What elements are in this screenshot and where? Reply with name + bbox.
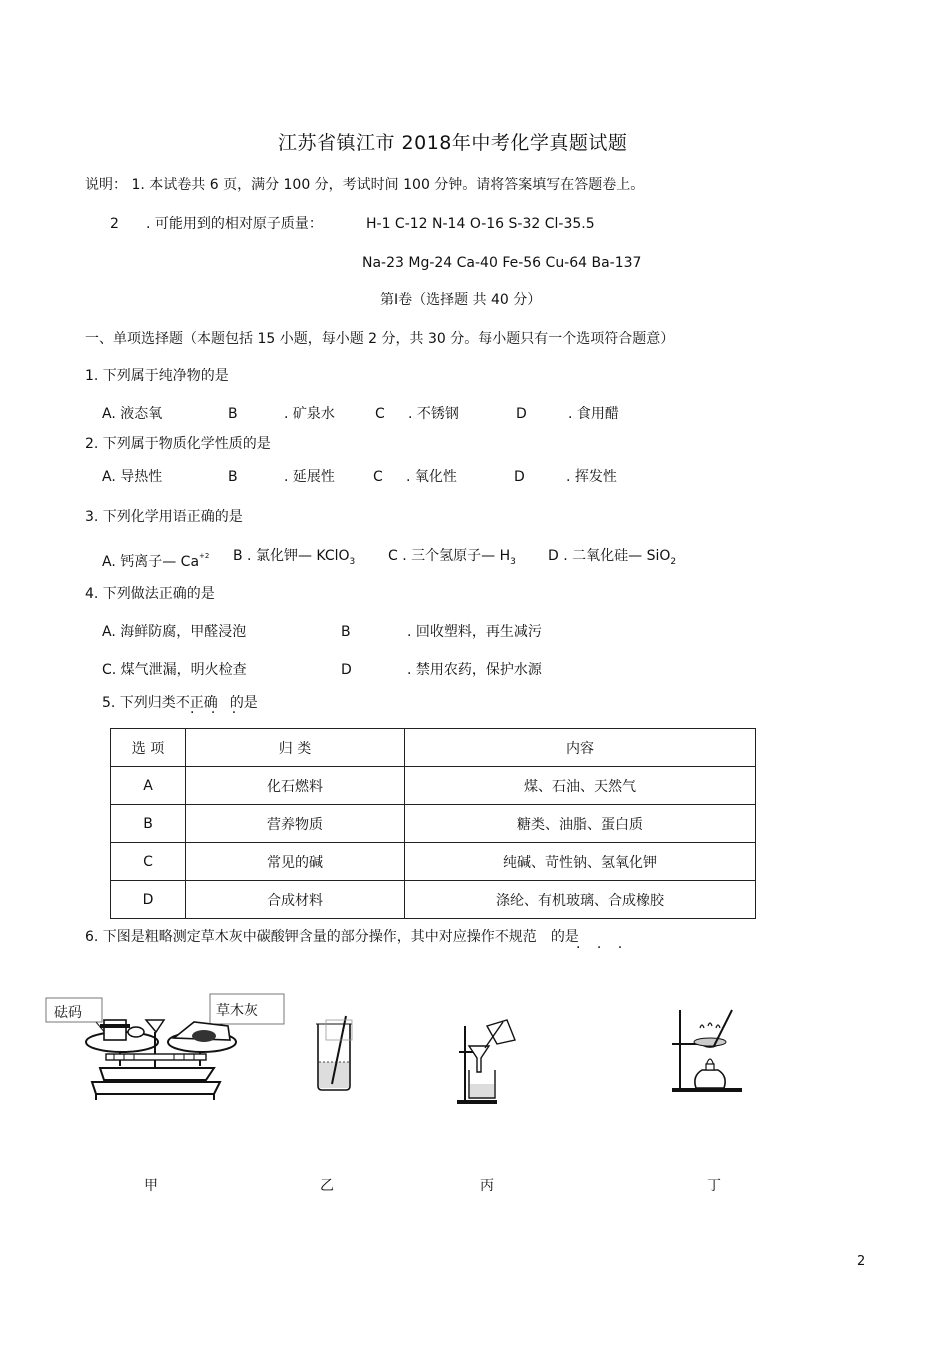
q2-option-b-letter: B xyxy=(228,469,238,485)
figure-label-bing: 丙 xyxy=(480,1178,494,1194)
question-1-stem: 1. 下列属于纯净物的是 xyxy=(85,368,229,384)
page-title: 江苏省镇江市 2018年中考化学真题试题 xyxy=(278,132,628,154)
section-heading: 一、单项选择题（本题包括 15 小题，每小题 2 分，共 30 分。每小题只有一个选项符合题意） xyxy=(85,331,675,347)
figure-label-jia: 甲 xyxy=(144,1178,158,1194)
question-6-stem: 6. 下图是粗略测定草木灰中碳酸钾含量的部分操作，其中对应操作不规范 的是 xyxy=(85,929,579,945)
atomic-masses-2: Na-23 Mg-24 Ca-40 Fe-56 Cu-64 Ba-137 xyxy=(362,255,642,271)
q1-option-a: A. 液态氧 xyxy=(102,406,163,422)
q4-option-c: C. 煤气泄漏，明火检查 xyxy=(102,662,247,678)
q4-option-d-letter: D xyxy=(341,662,352,678)
atomic-masses-1: H-1 C-12 N-14 O-16 S-32 Cl-35.5 xyxy=(366,216,595,232)
q4-option-b-letter: B xyxy=(341,624,351,640)
q3-option-b: B . 氯化钾— KClO$_3$ xyxy=(233,548,356,567)
table-row xyxy=(111,881,756,919)
table-cell: 常见的碱 xyxy=(186,843,405,881)
table-cell: 糖类、油脂、蛋白质 xyxy=(405,805,756,843)
label-weights: 砝码 xyxy=(54,1005,82,1021)
q1-option-d-letter: D xyxy=(516,406,527,422)
table-row xyxy=(111,843,756,881)
emphasis-dots: · · · xyxy=(190,705,243,721)
page-number: 2 xyxy=(857,1254,866,1269)
question-2-stem: 2. 下列属于物质化学性质的是 xyxy=(85,436,271,452)
q1-option-d: . 食用醋 xyxy=(568,406,619,422)
table-cell: 煤、石油、天然气 xyxy=(405,767,756,805)
filtration-illustration xyxy=(455,1012,525,1107)
table-row xyxy=(111,805,756,843)
table-header-row xyxy=(111,729,756,767)
figure-label-yi: 乙 xyxy=(320,1178,334,1194)
evaporation-illustration xyxy=(662,1004,752,1096)
q2-option-a: A. 导热性 xyxy=(102,469,163,485)
classification-table xyxy=(110,728,756,919)
q4-option-d: . 禁用农药，保护水源 xyxy=(407,662,542,678)
q3-option-a: A. 钙离子— $Ca^{+2}$ xyxy=(102,552,210,570)
q4-option-b: . 回收塑料，再生减污 xyxy=(407,624,542,640)
table-cell: C xyxy=(111,843,186,881)
q1-option-b: . 矿泉水 xyxy=(284,406,335,422)
table-cell: 纯碱、苛性钠、氢氧化钾 xyxy=(405,843,756,881)
note-line-2-number: 2 xyxy=(110,216,119,232)
q3-option-c: C . 三个氢原子— $H_3$ xyxy=(388,548,516,567)
q3-option-d: D . 二氧化硅— SiO$_2$ xyxy=(548,548,677,567)
header-option: 选 项 xyxy=(111,729,186,767)
note-line-1: 说明： 1. 本试卷共 6 页，满分 100 分，考试时间 100 分钟。请将答案填写在答题卷上。 xyxy=(85,177,645,193)
table-cell: 营养物质 xyxy=(186,805,405,843)
table-cell: D xyxy=(111,881,186,919)
question-5-stem: 5. 下列归类不正确 的是 xyxy=(102,695,258,711)
table-cell: 涤纶、有机玻璃、合成橡胶 xyxy=(405,881,756,919)
table-cell: B xyxy=(111,805,186,843)
label-plant-ash: 草木灰 xyxy=(216,1003,258,1019)
q2-option-c: . 氧化性 xyxy=(406,469,457,485)
charge-superscript: +2 xyxy=(199,552,210,560)
subscript: 2 xyxy=(670,556,677,567)
table-cell: 合成材料 xyxy=(186,881,405,919)
emphasis-dots: · · · xyxy=(576,940,629,956)
q2-option-d: . 挥发性 xyxy=(566,469,617,485)
table-cell: 化石燃料 xyxy=(186,767,405,805)
q2-option-d-letter: D xyxy=(514,469,525,485)
question-4-stem: 4. 下列做法正确的是 xyxy=(85,586,215,602)
subscript: 3 xyxy=(510,556,516,567)
emphasis-text: 不规范 xyxy=(494,929,537,945)
q2-option-c-letter: C xyxy=(373,469,383,485)
beaker-stirring-illustration xyxy=(312,1012,362,1092)
figure-label-ding: 丁 xyxy=(707,1178,721,1194)
table-row xyxy=(111,767,756,805)
header-category: 归 类 xyxy=(186,729,405,767)
part-heading: 第Ⅰ卷（选择题 共 40 分） xyxy=(380,292,542,308)
q1-option-c: . 不锈钢 xyxy=(408,406,459,422)
q2-option-b: . 延展性 xyxy=(284,469,335,485)
note-line-2-text: . 可能用到的相对原子质量： xyxy=(146,216,323,232)
q1-option-c-letter: C xyxy=(375,406,385,422)
table-cell: A xyxy=(111,767,186,805)
q1-option-b-letter: B xyxy=(228,406,238,422)
subscript: 3 xyxy=(349,556,356,567)
header-content: 内容 xyxy=(405,729,756,767)
question-3-stem: 3. 下列化学用语正确的是 xyxy=(85,509,243,525)
emphasis-text: 不正确 xyxy=(175,695,218,711)
q4-option-a: A. 海鲜防腐，甲醛浸泡 xyxy=(102,624,247,640)
